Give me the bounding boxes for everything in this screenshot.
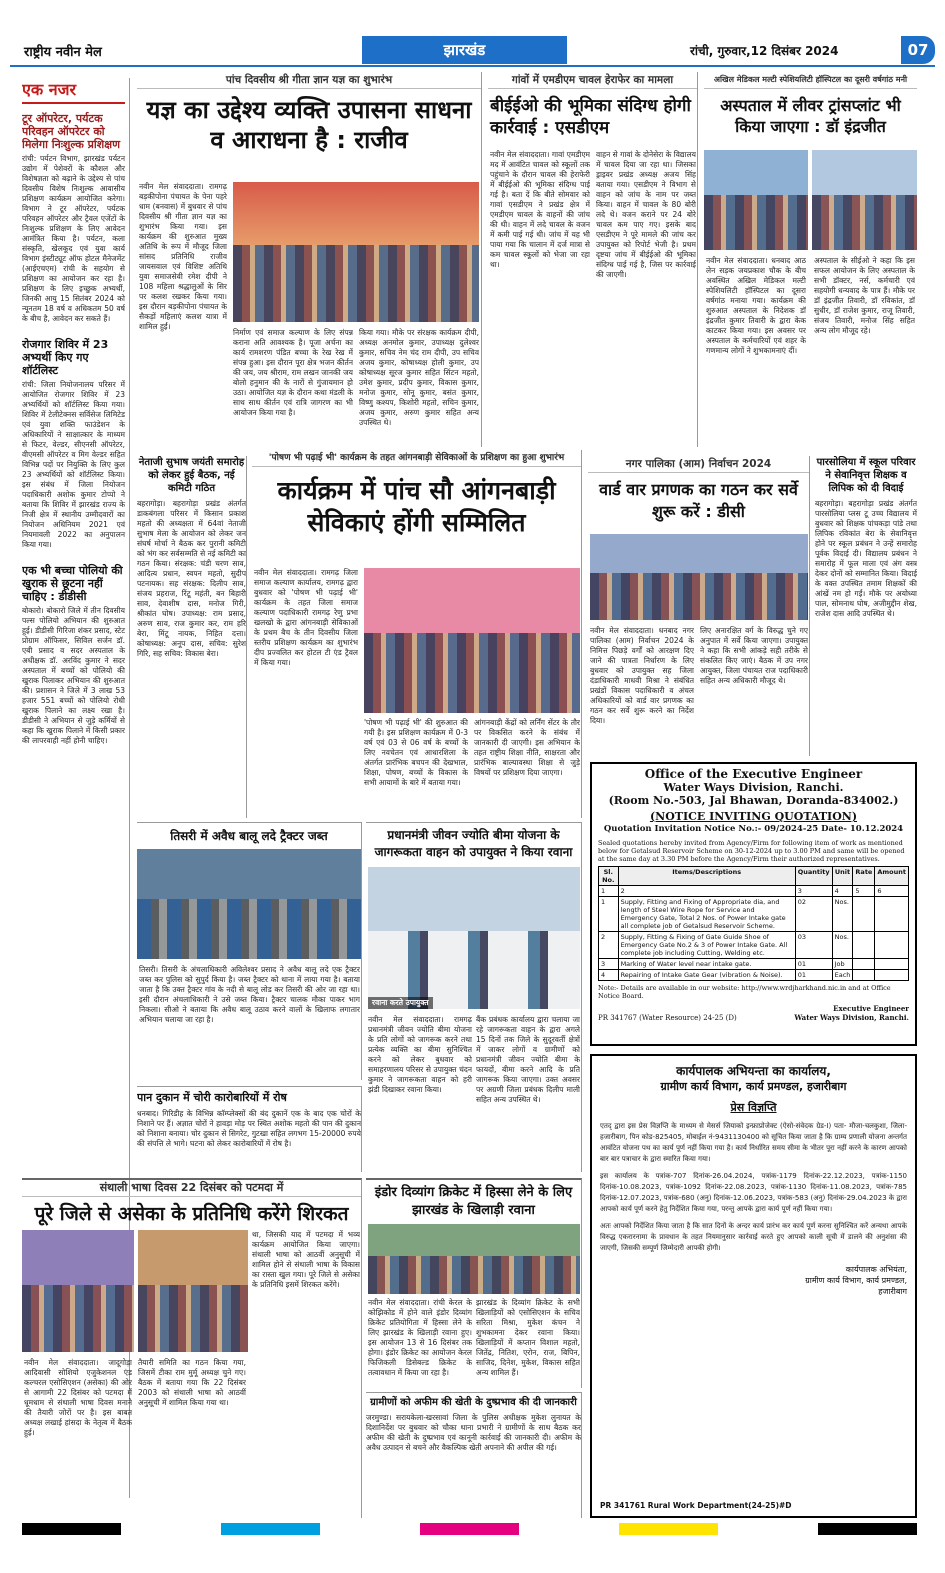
story-tractor xyxy=(137,822,362,1080)
table-header: Unit xyxy=(832,867,853,886)
story-body: नवीन मेल संवाददाता। रांची केरल के कोझिकोड में होने वाले इंडोर दिव्यांग क्रिकेट प्रतियोगिता में हिस्सा लेने के लिए झारखंड के खिलाड़ी रवाना हुए। इस आयोजन 13 से 16 दिसंबर तक होगा। इंडोर क्रिकेट का आयोजन केरल फिजिकली डिसेबल्ड क्रिकेट के तत्वावधान में किया जा रहा है। xyxy=(368,1298,472,1377)
table-header: Items/Descriptions xyxy=(618,867,795,886)
story-body: जरमुण्डा। सरायकेला-खरसावां जिला के पुलिस अधीक्षक मुकेश लुनायत के दिशानिर्देश पर बुधवार को चौका थाना प्रभारी ने ग्रामीणों के साथ बैठक कर अफीम की खेती के दुष्प्रभाव एवं कानूनी कार्रवाई की जानकारी दी। अफीम के अवैध उत्पादन से बचने और वैकल्पिक खेती अपनाने की अपील की गई। xyxy=(366,1413,581,1452)
issue-date: रांची, गुरुवार,12 दिसंबर 2024 xyxy=(690,44,839,58)
story-body: 'पोषण भी पढ़ाई भी' की शुरुआत की गयी है। इस प्रशिक्षण कार्यक्रम में 0-3 वर्ष एवं 03 से 06 वर्ष के बच्चों के लिए नवचेतन एवं आधारशिला के अंतर्गत प्रारंभिक बचपन की देखभाल, शिक्षा, पोषण, बच्चों के विकास के सभी आयामों के बारे में बताया गया। xyxy=(364,718,468,787)
ek-nagar-label: एक नजर xyxy=(22,78,125,104)
story-kicker: नगर पालिका (आम) निर्वाचन 2024 xyxy=(588,456,809,473)
table-colnum: 6 xyxy=(875,886,909,897)
story-farming xyxy=(366,1392,582,1518)
story-body: नवीन मेल संवाददाता। रामगढ़ जिला समाज कल्याण कार्यालय, रामगढ़ द्वारा बुधवार को 'पोषण भी पढ़ाई भी' कार्यक्रम के तहत जिला समाज कल्याण पदाधिकारी रामगढ़ रेणु प्रभा खलखो के द्वारा आंगनबाड़ी सेविकाओं के प्रथम बैच के तीन दिवसीय जिला स्तरीय प्रशिक्षण कार्यक्रम का शुभारंभ दीप प्रज्वलित कर होटल टी एंड ट्रैवल में किया गया। xyxy=(254,568,358,667)
story-ward xyxy=(588,456,810,756)
table-cell: 01 xyxy=(795,970,832,981)
table-cell xyxy=(853,932,875,959)
table-row xyxy=(599,897,909,932)
left-item-text: रांची: जिला नियोजनालय परिसर में आयोजित रोजगार शिविर में 23 अभ्यर्थियों को शॉर्टलिस्ट किया गया। शिविर में टेलीटेक्नस सर्विसेज लिमिटेड एवं युवा शक्ति फाउंडेशन के अधिकारियों ने साक्षात्कार के माध्यम से फिटर, वेल्डर, सीएनसी ऑपरेटर, वीएमसी ऑपरेटर व मिग वेल्डर सहित विभिन्न पदों पर नियुक्ति के लिए कुल 23 अभ्यर्थियों को शॉर्टलिस्ट किया। इस संबंध में जिला नियोजन पदाधिकारी अशोक कुमार टोप्पो ने बताया कि शिविर में झारखंड राज्य के निजी क्षेत्र में स्थानीय उम्मीदवारों का नियोजन अधिनियम 2021 एवं नियमावली 2022 का अनुपालन किया गया। xyxy=(22,380,125,549)
table-cell: Nos. xyxy=(832,897,853,932)
table-cell: Each xyxy=(832,970,853,981)
story-body: नवीन मेल संवाददाता। जादूगोड़ा आदिवासी सोशियो एजुकेशनल एंड कल्चरल एसोसिएशन (असेका) की ओर से आगामी 22 दिसंबर को पटमदा में धूमधाम से संथाली भाषा दिवस मनाने की तैयारी जोरों पर है। इस बाबत अध्यक्ष लखाई हांसदा के नेतृत्व में बैठक हुई। xyxy=(24,1358,132,1437)
story-body: झारखंड के दिव्यांग क्रिकेट के सभी खिलाड़ियों को एसोसिएशन के सचिव सरिता मिश्रा, मुकेश कंचन ने शुभकामना देकर रवाना किया। खिलाड़ियों में कप्तान विशाल महतो, जितेंद्र, नितिश, एरोन, राज, बिपिन, साजिद, दिनेश, मुकेश, विकास सहित अन्य शामिल हैं। xyxy=(476,1298,580,1377)
masthead-rule xyxy=(10,65,935,67)
left-item-head: एक भी बच्चा पोलियो की खुराक से छूटना नहीं चाहिए : डीडीसी xyxy=(22,564,123,603)
tender-intro: Sealed quotations hereby invited from Agency/Firm for following item of work as mentioned below for Getalsud Reservoir Scheme on 30-12-2024 up to 3.00 PM and same will be opened at the same day at 3.30 PM before the Agency/Firm their authorized representatives. xyxy=(598,839,905,863)
story-body: अस्पताल के सीईओ ने कहा कि इस सफल आयोजन के लिए अस्पताल के सभी डॉक्टर, नर्स, कर्मचारी एवं सहयोगी धन्यवाद के पात्र हैं। मौके पर डॉ इंद्रजीत तिवारी, डॉ रविकांत, डॉ सुधीर, डॉ राजेश कुमार, राजू तिवारी, संजय तिवारी, मनोज सिंह सहित अन्य लोग मौजूद रहे। xyxy=(814,256,915,335)
story-cricket xyxy=(366,1178,582,1388)
story-body: बैंक प्रबंधक कार्यालय द्वारा चलाया जा रहे जागरूकता वाहन के द्वारा अगले 15 दिनों तक जिले के सुदूरवर्ती क्षेत्रों में जाकर लोगों व ग्रामीणों को प्रधानमंत्री जीवन ज्योति बीमा के फायदों, बीमा करने आदि के प्रति जागरूक किया जाएगा। उक्त अवसर पर अग्रणी जिला प्रबंधक दिलीप माली सहित अन्य उपस्थित थे। xyxy=(476,1015,580,1104)
tender-notice-title: (NOTICE INVITING QUOTATION) xyxy=(649,810,858,823)
photo-caption: रवाना करते उपायुक्त xyxy=(368,997,433,1009)
tender-office: Office of the Executive Engineer xyxy=(644,767,863,781)
story-gita xyxy=(137,72,482,447)
tender-room: (Room No.-503, Jal Bhawan, Doranda-834002.) xyxy=(608,794,899,807)
story-body: नवीन मेल संवाददाता। गावां एमडीएम मद में आवंटित चावल को स्कूलों तक पहुंचाने के दौरान चावल की हेराफेरी में बीईईओ की भूमिका संदिग्ध पाई गई है। बता दें कि बीते सोमवार को गावां एसडीएम ने प्रखंड क्षेत्र में एमडीएम चावल के वाहनों की जांच की थी। वाहन में लदे चावल के वजन में कमी पाई गई थी। जांच में यह भी पाया गया कि चालान में दर्ज मात्रा से कम चावल स्कूलों को भेजा जा रहा था। xyxy=(490,150,590,269)
story-body: धनबाद। गिरिडीह के विभिन्न कॉम्प्लेक्सों की बंद दुकानें एक के बाद एक चोरों के निशाने पर हैं। अज्ञात चोरों ने हावड़ा मोड़ पर स्थित अशोक महतो की पान की दुकान को निशाना बनाया। चोर दुकान से सिगरेट, गुटखा सहित लगभग 15-20000 रुपये की संपत्ति ले भागे। घटना को लेकर कारोबारियों में रोष है। xyxy=(137,1109,361,1148)
story-photo xyxy=(364,568,580,713)
left-item-head: रोजगार शिविर में 23 अभ्यर्थी किए गए शॉर्टलिस्ट xyxy=(22,338,109,377)
story-headline: बीईईओ की भूमिका संदिग्ध होगी कार्रवाई : एसडीएम xyxy=(490,96,691,138)
table-header: Sl. No. xyxy=(599,867,619,886)
tender-notice xyxy=(590,762,917,1046)
table-colnum: 5 xyxy=(853,886,875,897)
table-cell: 01 xyxy=(795,959,832,970)
table-cell: Supply, Fitting & Fixing of Gate Guide Shoe of Emergency Gate No.2 & 3 of Power Intake Gate. All complete job including Cutting, Welding etc. xyxy=(618,932,795,959)
story-photo xyxy=(704,150,808,250)
press-release xyxy=(590,1054,917,1518)
press-office: कार्यपालक अभियन्ता का कार्यालय, xyxy=(676,1064,831,1078)
table-cell xyxy=(875,932,909,959)
story-body: तैयारी समिति का गठन किया गया, जिसमें टीका राम मुर्मू अध्यक्ष चुने गए। बैठक में बताया गया कि 22 दिसंबर 2003 को संथाली भाषा को आठवीं अनुसूची में शामिल किया गया था। xyxy=(138,1358,246,1407)
story-headline: पान दुकान में चोरी कारोबारियों में रोष xyxy=(137,1091,287,1104)
table-header: Amount xyxy=(875,867,909,886)
press-signer-dept: ग्रामीण कार्य विभाग, कार्य प्रमण्डल, xyxy=(805,1276,907,1285)
table-cell: Supply, Fitting and Fixing of Appropriate dia, and length of Steel Wire Rope for Service and Emergency Gate, Total 2 Nos. of Power Intake gate all complete job of Getalsud Reservoir Scheme. xyxy=(618,897,795,932)
story-photo xyxy=(22,1230,134,1352)
story-body: लिए अनारक्षित वर्ग के विरुद्ध चुने गए अनुपात में सर्वे किया जाएगा। उपायुक्त ने कहा कि सभी आंकड़े सही तरीके से संकलित किए जाएं। बैठक में उप नगर आयुक्त, जिला पंचायत राज पदाधिकारी सहित अन्य अधिकारी मौजूद थे। xyxy=(700,626,808,685)
story-headline: इंडोर दिव्यांग क्रिकेट में हिस्सा लेने के लिए झारखंड के खिलाड़ी रवाना xyxy=(374,1185,573,1218)
story-body: नवीन मेल संवाददाता। धनबाद नगर पालिका (आम) निर्वाचन 2024 के निमित्त पिछड़े वर्गों को आरक्षण दिए जाने की पात्रता निर्धारण के लिए बुधवार को उपायुक्त सह जिला दंडाधिकारी माधवी मिश्रा ने संबंधित प्रखंडों विकास पदाधिकारी व अंचल अधिकारियों को वार्ड वार प्रगणक का गठन कर सर्वे शुरू करने का निर्देश दिया। xyxy=(590,626,694,725)
table-cell: 1 xyxy=(599,897,619,932)
story-liver xyxy=(704,72,917,447)
story-kicker: गांवों में एमडीएम चावल हेराफेर का मामला xyxy=(488,72,697,89)
story-body: आंगनबाड़ी केंद्रों को लर्निंग सेंटर के तौर पर विकसित करने के संबंध में जानकारी दी जाएगी। इस अभियान के तहत राष्ट्रीय शिक्षा नीति, साक्षरता और प्रारंभिक बाल्यावस्था शिक्षा से जुड़े विषयों पर प्रशिक्षण दिया जाएगा। xyxy=(474,718,580,777)
tender-quotation-no: Quotation Invitation Notice No.:- 09/2024-25 Date- 10.12.2024 xyxy=(603,824,904,834)
story-headline: प्रधानमंत्री जीवन ज्योति बीमा योजना के जागरूकता वाहन को उपायुक्त ने किया रवाना xyxy=(374,828,573,859)
paper-name: राष्ट्रीय नवीन मेल xyxy=(24,45,102,60)
story-headline: अस्पताल में लीवर ट्रांसप्लांट भी किया जाएगा : डॉ इंद्रजीत xyxy=(720,96,901,136)
story-rice xyxy=(488,72,698,447)
table-cell: Job xyxy=(832,959,853,970)
story-photo xyxy=(233,182,479,322)
story-body: बहरागोड़ा। बहरागोड़ा प्रखंड अंतर्गत पारसोलिया प्लस टू उच्च विद्यालय में बुधवार को शिक्षक पांचकड़ा पांडे तथा लिपिक रविकांत बेरा के सेवानिवृत्त होने पर स्कूल प्रबंधन ने उन्हें समारोह पूर्वक विदाई दी। विद्यालय प्रबंधन ने समारोह में फूल माला एवं अंग वस्त्र देकर दोनों को सम्मानित किया। विदाई के वक्त उपस्थित तमाम शिक्षकों की आंखें नम हो गईं। मौके पर अयोध्या पाल, सोमनाथ घोष, अजीमुद्दीन शेख, राजेश दास आदि उपस्थित थे। xyxy=(815,499,917,618)
press-dept: ग्रामीण कार्य विभाग, कार्य प्रमण्डल, हजारीबाग xyxy=(660,1080,847,1093)
left-item-text: रांची: पर्यटन विभाग, झारखंड पर्यटन उद्योग में पेशेवरों के कौशल और विशेषज्ञता को बढ़ाने के उद्देश्य से पांच दिवसीय विशेष निःशुल्क आवासीय प्रशिक्षण कार्यक्रम आयोजित करेगा। विभाग ने टूर ऑपरेटर, पर्यटक परिवहन ऑपरेटर और ट्रैवल एजेंटों के निःशुल्क प्रशिक्षण के लिए आवेदन आमंत्रित किया है। पर्यटन, कला संस्कृति, खेलकूद एवं युवा कार्य विभाग इंस्टीट्यूट ऑफ होटल मैनेजमेंट (आईएचएम) रांची के सहयोग से प्रशिक्षण का आयोजन कर रहा है। प्रशिक्षण के लिए इच्छुक अभ्यर्थी, जिनकी आयु 15 सितंबर 2024 को न्यूनतम 18 वर्ष व अधिकतम 50 वर्ष के बीच है, आवेदन कर सकते हैं। xyxy=(22,154,125,323)
story-photo xyxy=(368,1224,580,1294)
table-cell xyxy=(875,970,909,981)
table-row xyxy=(599,959,909,970)
table-cell: 02 xyxy=(795,897,832,932)
press-title: प्रेस विज्ञप्ति xyxy=(730,1101,777,1114)
table-cell: 2 xyxy=(599,932,619,959)
table-row xyxy=(599,970,909,981)
story-santhali xyxy=(22,1178,362,1518)
story-headline: ग्रामीणों को अफीम की खेती के दुष्प्रभाव की दी जानकारी xyxy=(370,1397,577,1408)
story-headline: पूरे जिले से असेका के प्रतिनिधि करेंगे शिरकत xyxy=(34,1203,349,1225)
story-photo xyxy=(137,849,362,959)
story-paan xyxy=(137,1086,362,1172)
story-bima xyxy=(366,822,582,1172)
page-number: 07 xyxy=(901,36,935,64)
story-headline: तिसरी में अवैध बालू लदे ट्रैक्टर जब्त xyxy=(170,829,328,843)
table-cell xyxy=(853,897,875,932)
tender-pr-number: PR 341767 (Water Resource) 24-25 (D) xyxy=(598,1014,737,1022)
tender-division: Water Ways Division, Ranchi. xyxy=(663,781,844,794)
story-photo xyxy=(138,1230,248,1352)
table-cell: 3 xyxy=(599,959,619,970)
table-colnum: 3 xyxy=(795,886,832,897)
story-headline: यज्ञ का उद्देश्य व्यक्ति उपासना साधना व आराधना है : राजीव xyxy=(146,96,472,154)
table-cell: 4 xyxy=(599,970,619,981)
section-title: झारखंड xyxy=(362,36,567,64)
story-body: तिसरी। तिसरी के अंचलाधिकारी अविलेश्वर प्रसाद ने अवैध बालू लदे एक ट्रैक्टर जब्त कर पुलिस को सुपुर्द किया है। जब्त ट्रैक्टर को थाना में लाया गया है। बताया जाता है कि उक्त ट्रैक्टर गांव के नदी से बालू लोड कर तिसरी की ओर जा रहा था। इसी दौरान अंचलाधिकारी ने उसे जब्त किया। ट्रैक्टर चालक मौका पाकर भाग निकला। सीओ ने बताया कि अवैध बालू उठाव करने वालों के खिलाफ लगातार अभियान चलाया जा रहा है। xyxy=(139,965,360,1024)
table-colnum: 2 xyxy=(618,886,795,897)
tender-note: Note:- Details are available in our website: http://www.wrdjharkhand.nic.in and at Office Notice Board. xyxy=(598,984,891,1000)
press-paragraph: एतद् द्वारा इस प्रेस विज्ञप्ति के माध्यम से मेसर्स जियाको इन्फ्राप्रोजेक्ट (ऐसो-संवेदक ग्रेड-I) पता- मौजा-चलकुशा, जिला-हजारीबाग, पिन कोड-825405, मोबाईल नं-9431130400 को सूचित किया जाता है कि ग्राम्य प्रणाली योजना अन्तर्गत आवंटित योजना पथ का कार्य पूर्ण नहीं किया गया है। कार्य निर्धारित समय सीमा के भीतर पूरा नहीं करने के कारण आपको बार बार पत्राचार के द्वारा स्मारित किया गया। xyxy=(600,1122,907,1163)
story-kicker: 'पोषण भी पढ़ाई भी' कार्यक्रम के तहत आंगनबाड़ी सेविकाओं के प्रशिक्षण का हुआ शुभारंभ xyxy=(252,450,581,467)
story-body: बहरागोड़ा। बहरागोड़ा प्रखंड अंतर्गत डाकबंगला परिसर में किसान प्रकाश महतो की अध्यक्षता में 64वां नेताजी सुभाष मेला के आयोजन को लेकर जन संघर्ष मोर्चा ने बैठक कर पुरानी कमिटी को भंग कर सर्वसम्मति से नई कमिटी का गठन किया। संरक्षक: चंडी चरण साव, आदित्य प्रधान, स्वपन महतो, सुदीप पटनायक। सह संरक्षक: दिलीप साव, संजय प्रहराज, रिंटू महंती, बन बिहारी साव, देवाशीष दास, मनोज गिरी, श्रीकांत घोष। उपाध्यक्ष: राम प्रसाद, अरुण साव, राज कुमार कर, राम हरि बेरा, मिंटू नायक, निहित दत्ता। कोषाध्यक्ष: अनूप दास, सचिव: सुरेश गिरि, सह सचिव: विकास बेरा। xyxy=(137,499,246,658)
story-kicker: अखिल मेडिकल मल्टी स्पेशियलिटी हॉस्पिटल का दूसरी वर्षगांठ मनी xyxy=(704,72,917,89)
print-color-strip xyxy=(22,1523,917,1535)
left-item-head: टूर ऑपरेटर, पर्यटक परिवहन ऑपरेटर को मिलेगा निःशुल्क प्रशिक्षण xyxy=(22,112,121,151)
table-header: Quantity xyxy=(795,867,832,886)
table-cell: Marking of Water level near intake gate. xyxy=(618,959,795,970)
left-item-text: बोकारो। बोकारो जिले में तीन दिवसीय पल्स पोलियो अभियान की शुरुआत हुई। डीडीसी गिरिजा शंकर प्रसाद, स्टेट प्रोग्राम ऑफिसर, सिविल सर्जन डॉ. एबी प्रसाद व सदर अस्पताल के अधीक्षक डॉ. अरविंद कुमार ने सदर अस्पताल में बच्चों को पोलियो की खुराक पिलाकर अभियान की शुरुआत की। प्रशासन ने जिले में 3 लाख 53 हजार 551 बच्चों को पोलियो रोधी खुराक पिलाने का लक्ष्य रखा है। डीडीसी ने अभियान से जुड़े कर्मियों से कहा कि खुराक पिलाने में किसी प्रकार की लापरवाही नहीं होनी चाहिए। xyxy=(22,606,125,745)
table-colnum: 4 xyxy=(832,886,853,897)
tender-table xyxy=(598,866,909,981)
story-body: नवीन मेल संवाददाता। धनबाद आठ लेन सड़क जयप्रकाश चौक के बीच अवस्थित अखिल मेडिकल मल्टी स्पेशियलिटी हॉस्पिटल का दूसरा वर्षगांठ मनाया गया। कार्यक्रम की शुरुआत अस्पताल के निदेशक डॉ इंद्रजीत कुमार तिवारी के द्वारा केक काटकर किया गया। इस अवसर पर अस्पताल के कर्मचारियों एवं शहर के गणमान्य लोगों ने शुभकामनाएं दीं। xyxy=(706,256,806,355)
story-netaji xyxy=(137,456,247,818)
story-body: नवीन मेल संवाददाता। रामगढ़ बड़कीपोना पंचायत के पेना पहरे धाम (बनवास) में बुधवार से पांच दिवसीय श्री गीता ज्ञान यज्ञ का शुभारंभ किया गया। इस कार्यक्रम की शुरुआत मुख्य अतिथि के रूप में मौजूद जिला सांसद प्रतिनिधि राजीव जायसवाल एवं विशिष्ट अतिथि युवा समाजसेवी रमेश दीपी ने 108 महिला श्रद्धालुओं के सिर पर कलश रखकर किया गया। इस दौरान बड़कीपोना पंचायत के सैकड़ों महिलाएं कलश यात्रा में शामिल हुईं। xyxy=(139,182,227,331)
story-body: निर्माण एवं समाज कल्याण के लिए संपन्न कराना अति आवश्यक है। पूजा अर्चना का कार्य रामशरण पंडित बच्चा के रेख रेख में संपन्न हुआ। इस दौरान पूरा क्षेत्र भजन कीर्तन की जय, जय श्रीराम, राम लखन जानकी जय बोलो हनुमान की के नारों से गुंजायमान हो उठा। आयोजित यज्ञ के दौरान कथा मंडली के साथ साथ कीर्तन एवं रात्रि जागरण का भी आयोजन किया गया है। xyxy=(233,328,353,417)
tender-signer: Executive Engineer xyxy=(833,1004,909,1013)
story-photo xyxy=(812,150,917,250)
story-kicker: पांच दिवसीय श्री गीता ज्ञान यज्ञ का शुभारंभ xyxy=(137,72,481,89)
story-photo xyxy=(368,867,580,1009)
story-kicker: संथाली भाषा दिवस 22 दिसंबर को पटमदा में xyxy=(22,1180,361,1197)
press-signer-place: हजारीबाग xyxy=(878,1287,907,1296)
story-body: था, जिसकी याद में पटमदा में भव्य कार्यक्रम आयोजित किया जाएगा। संथाली भाषा को आठवीं अनुसूची में शामिल होने से संथाली भाषा के विकास का रास्ता खुल गया। पूरे जिले से असेका के प्रतिनिधि इसमें शिरकत करेंगे। xyxy=(252,1230,360,1289)
story-headline: कार्यक्रम में पांच सौ आंगनबाड़ी सेविकाएं होंगी सम्मिलित xyxy=(277,476,556,537)
table-cell xyxy=(875,959,909,970)
story-photo xyxy=(590,534,808,620)
table-cell xyxy=(875,897,909,932)
press-pr-number: PR 341761 Rural Work Department(24-25)#D xyxy=(600,1501,792,1510)
story-body: किया गया। मौके पर संरक्षक कार्यक्रम दीपी, अध्यक्ष अनमोल कुमार, उपाध्यक्ष दुलेश्वर कुमार, सचिव नेम चंद राम दीपी, उप सचिव अजय कुमार, कोषाध्यक्ष होली कुमार, उप कोषाध्यक्ष सूरज कुमार सहित सिंटन महतो, उमेश कुमार, प्रदीप कुमार, विकास कुमार, मनोज कुमार, सोनू कुमार, बसंत कुमार, विष्णु कश्यप, किशोरी महतो, सचिन कुमार, अजय कुमार, अरुण कुमार सहित अन्य उपस्थित थे। xyxy=(359,328,479,427)
press-paragraph: इस कार्यालय के पत्रांक-707 दिनांक-26.04.2024, पत्रांक-1179 दिनांक-22.12.2023, पत्रांक-1150 दिनांक-10.08.2023, पत्रांक-1092 दिनांक-22.08.2023, पत्रांक-1130 दिनांक-11.08.2023, पत्रांक-785 दिनांक-12.07.2023, पत्रांक-680 (अनु) दिनांक-12.06.2023, पत्रांक-583 (अनु) दिनांक-29.04.2023 के द्वारा आपको कार्य पूर्ण करने हेतु निर्देशित किया गया, परन्तु आपके द्वारा कार्य पूर्ण नहीं किया गया। xyxy=(600,1172,907,1213)
story-body: वाहन से गावां के दोनेसेरा के विद्यालय में चावल दिया जा रहा था। जिसका ड्राइवर प्रखंड अध्यक्ष अजय सिंह बताया गया। एसडीएम ने विभाग से वाहन को जांच के नाम पर जब्त किया। वाहन में चावल के 80 बोरी लदे थे। वजन कराने पर 24 बोरे चावल कम पाए गए। इसके बाद एसडीएम ने पूरे मामले की जांच कर उपायुक्त को रिपोर्ट भेजी है। प्रथम दृष्टया जांच में बीईईओ की भूमिका संदिग्ध पाई गई है, जिस पर कार्रवाई की जाएगी। xyxy=(596,150,696,279)
story-school xyxy=(815,456,917,756)
masthead xyxy=(10,36,935,66)
table-header: Rate xyxy=(853,867,875,886)
story-headline: पारसोलिया में स्कूल परिवार ने सेवानिवृत्त शिक्षक व लिपिक को दी विदाई xyxy=(816,457,916,494)
press-signer: कार्यपालक अभियंता, xyxy=(845,1265,907,1274)
story-headline: नेताजी सुभाष जयंती समारोह को लेकर हुई बैठक, नई कमिटी गठित xyxy=(138,457,245,494)
tender-signer-division: Water Ways Division, Ranchi. xyxy=(794,1013,909,1022)
table-colnum: 1 xyxy=(599,886,619,897)
table-cell xyxy=(853,970,875,981)
story-body: नवीन मेल संवाददाता। रामगढ़ प्रधानमंत्री जीवन ज्योति बीमा योजना के प्रति लोगों को जागरूक करने तथा प्रत्येक व्यक्ति का बीमा सुनिश्चित करने को लेकर बुधवार को समाहरणालय परिसर से उपायुक्त चंदन कुमार ने जागरूकता वाहन को हरी झंडी दिखाकर रवाना किया। xyxy=(368,1015,472,1094)
story-headline: वार्ड वार प्रगणक का गठन कर सर्वे शुरू करें : डीसी xyxy=(599,480,798,521)
press-paragraph: अतः आपको निर्देशित किया जाता है कि सात दिनों के अन्दर कार्य प्रारंभ कर कार्य पूर्ण करना सुनिश्चित करें अन्यथा आपके विरुद्ध एकरारनामा के प्रावधान के तहत नियमानुसार कार्रवाई करते हुए आपको काली सूची में डालने की अनुशंसा की जाएगी, जिसकी सम्पूर्ण जिम्मेदारी आपकी होगी। xyxy=(600,1222,907,1252)
table-cell xyxy=(853,959,875,970)
table-cell: Nos. xyxy=(832,932,853,959)
story-anganwadi xyxy=(252,450,582,818)
table-cell: 03 xyxy=(795,932,832,959)
table-row xyxy=(599,932,909,959)
table-cell: Repairing of Intake Gate Gear (vibration & Noise). xyxy=(618,970,795,981)
